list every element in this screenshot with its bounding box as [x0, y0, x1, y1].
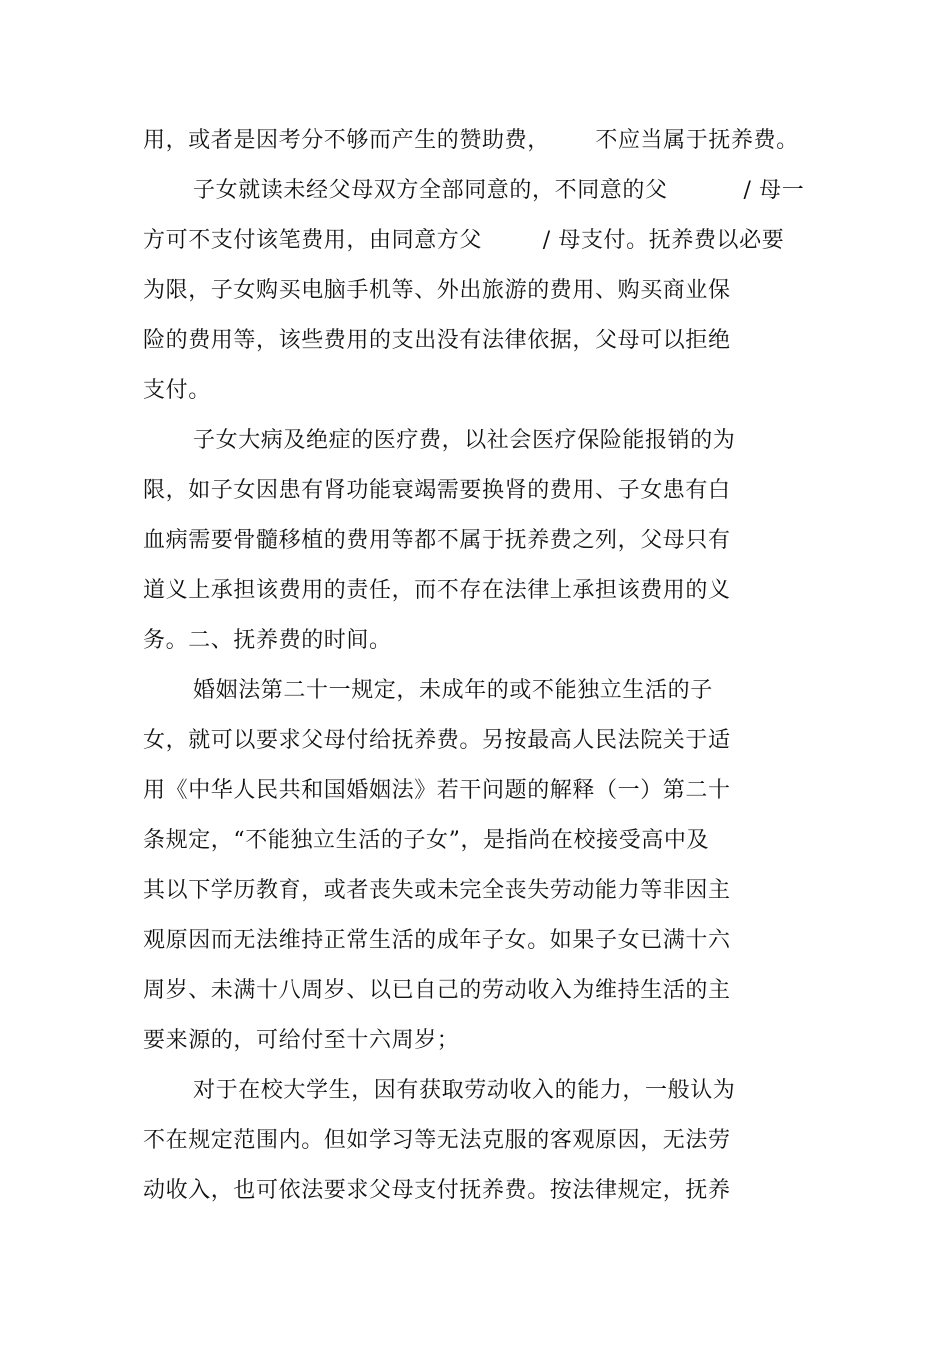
text-line-18: 周岁、未满十八周岁、以已自己的劳动收入为维持生活的主 — [143, 978, 731, 1003]
text-line-17: 观原因而无法维持正常生活的成年子女。如果子女已满十六 — [143, 928, 731, 953]
text-line-10: 道义上承担该费用的责任，而不存在法律上承担该费用的义 — [143, 578, 731, 603]
text-line-3: 方可不支付该笔费用，由同意方父 / 母支付。抚养费以必要 — [143, 228, 785, 253]
text-line-1: 用，或者是因考分不够而产生的赞助费， 不应当属于抚养费。 — [143, 128, 799, 153]
text-line-22: 动收入，也可依法要求父母支付抚养费。按法律规定，抚养 — [143, 1178, 731, 1203]
text-line-19: 要来源的，可给付至十六周岁； — [143, 1028, 460, 1053]
text-line-4: 为限，子女购买电脑手机等、外出旅游的费用、购买商业保 — [143, 278, 731, 303]
text-line-14: 用《中华人民共和国婚姻法》若干问题的解释（一）第二十 — [143, 778, 731, 803]
text-line-8: 限，如子女因患有肾功能衰竭需要换肾的费用、子女患有白 — [143, 478, 731, 503]
text-line-7: 子女大病及绝症的医疗费，以社会医疗保险能报销的为 — [193, 428, 736, 453]
text-line-12: 婚姻法第二十一规定，未成年的或不能独立生活的子 — [193, 678, 713, 703]
text-line-20: 对于在校大学生，因有获取劳动收入的能力，一般认为 — [193, 1078, 736, 1103]
text-line-21: 不在规定范围内。但如学习等无法克服的客观原因，无法劳 — [143, 1128, 731, 1153]
text-line-11: 务。二、抚养费的时间。 — [143, 628, 392, 653]
text-line-15: 条规定，“不能独立生活的子女”，是指尚在校接受高中及 — [143, 828, 710, 853]
text-line-9: 血病需要骨髓移植的费用等都不属于抚养费之列，父母只有 — [143, 528, 731, 553]
text-line-6: 支付。 — [143, 378, 211, 403]
text-line-5: 险的费用等，该些费用的支出没有法律依据，父母可以拒绝 — [143, 328, 731, 353]
text-line-13: 女，就可以要求父母付给抚养费。另按最高人民法院关于适 — [143, 728, 731, 753]
text-line-16: 其以下学历教育，或者丧失或未完全丧失劳动能力等非因主 — [143, 878, 731, 903]
text-line-2: 子女就读未经父母双方全部同意的，不同意的父 / 母一 — [193, 178, 805, 203]
